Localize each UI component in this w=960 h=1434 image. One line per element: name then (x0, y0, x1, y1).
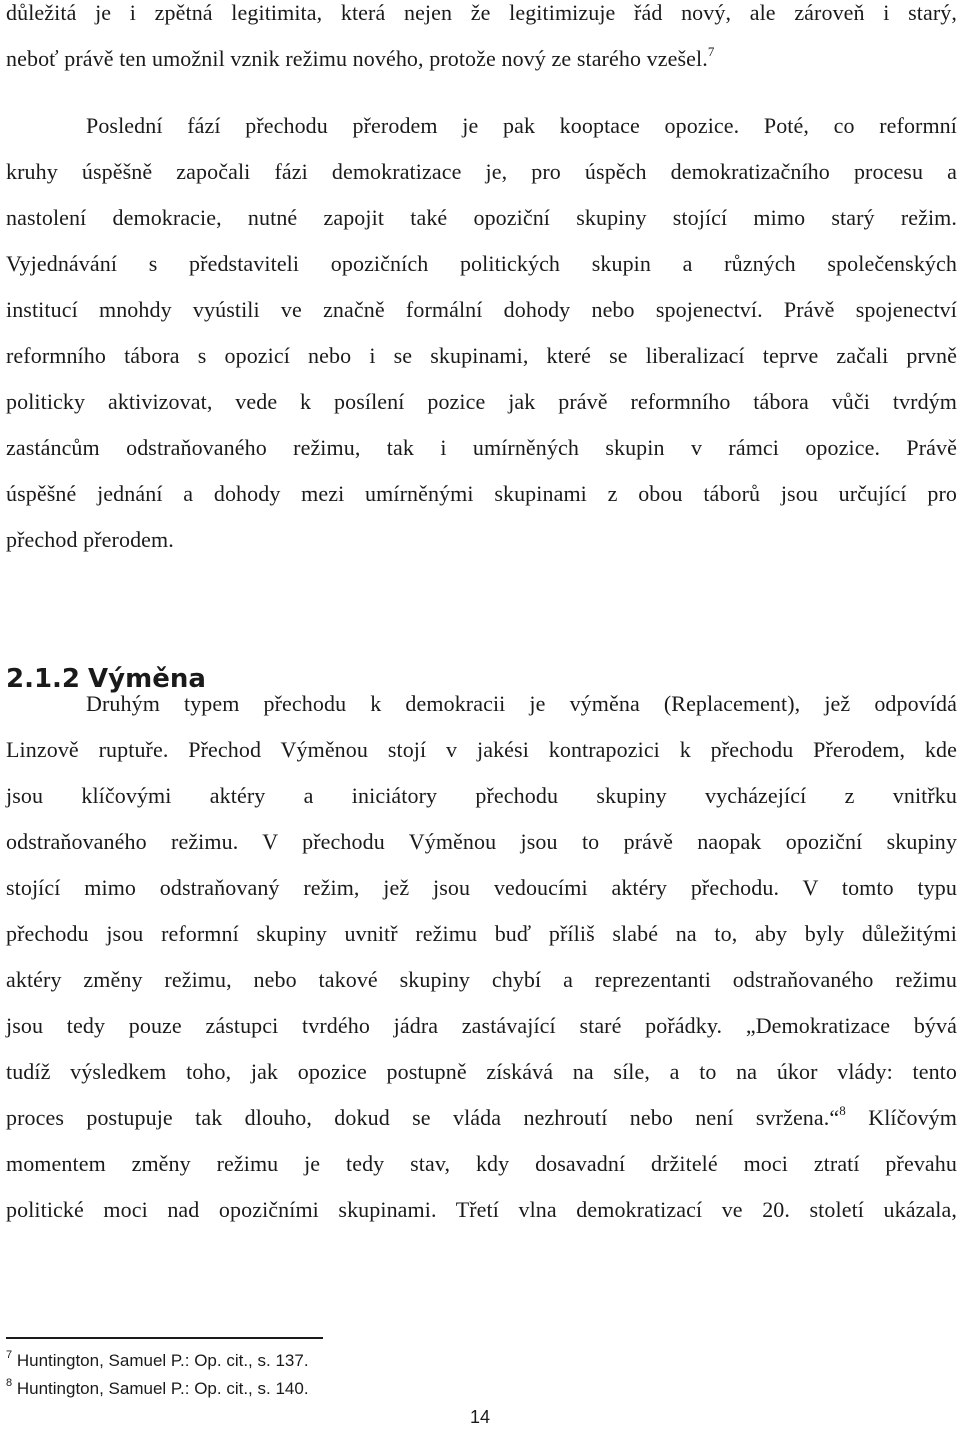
text-line (6, 1095, 957, 1141)
text-line: stojící mimo odstraňovaný režim, jež jsou vedoucími aktéry přechodu. V tomto typu (6, 875, 957, 900)
text-line: odstraňovaného režimu. V přechodu Výměnou jsou to právě naopak opoziční skupiny (6, 829, 957, 854)
text-line: úspěšné jednání a dohody mezi umírněnými skupinami z obou táborů jsou určující pro (6, 481, 957, 506)
text-line: aktéry změny režimu, nebo takové skupiny chybí a reprezentanti odstraňovaného režimu (6, 967, 957, 992)
footnote-text: Huntington, Samuel P.: Op. cit., s. 140. (16, 1379, 309, 1398)
paragraph-vymena (6, 681, 957, 1233)
text-line: politicky aktivizovat, vede k posílení pozice jak právě reformního tábora vůči tvrdým (6, 389, 957, 414)
text-line: politické moci nad opozičními skupinami. Třetí vlna demokratizací ve 20. století ukázala, (6, 1197, 957, 1222)
footnotes (6, 1347, 309, 1403)
paragraph-kooptace (6, 103, 957, 563)
text-line-content: proces postupuje tak dlouho, dokud se vláda nezhroutí nebo není svržena.“ (6, 1105, 840, 1130)
footnote-text: Huntington, Samuel P.: Op. cit., s. 137. (16, 1351, 309, 1370)
footnote-number: 8 (6, 1377, 13, 1389)
footnote-8 (6, 1375, 309, 1403)
text-line: Poslední fází přechodu přerodem je pak kooptace opozice. Poté, co reformní (86, 113, 957, 138)
text-line: Druhým typem přechodu k demokracii je výměna (Replacement), jež odpovídá (86, 691, 957, 716)
text-line: jsou tedy pouze zástupci tvrdého jádra zastávající staré pořádky. „Demokratizace bývá (6, 1013, 957, 1038)
text-line-tail: Klíčovým (868, 1105, 957, 1130)
text-line: nastolení demokracie, nutné zapojit také opoziční skupiny stojící mimo starý režim. (6, 205, 957, 230)
footnote-number: 7 (6, 1349, 13, 1361)
text-line: přechodu jsou reformní skupiny uvnitř režimu buď příliš slabé na to, aby byly důležitými (6, 921, 957, 946)
text-line: kruhy úspěšně započali fázi demokratizace je, pro úspěch demokratizačního procesu a (6, 159, 957, 184)
section-title: Výměna (88, 664, 206, 694)
paragraph-continuation (6, 0, 957, 82)
text-line: důležitá je i zpětná legitimita, která nejen že legitimizuje řád nový, ale zároveň i starý, (6, 0, 957, 25)
text-line-content: neboť právě ten umožnil vznik režimu nového, protože nový ze starého vzešel. (6, 46, 708, 71)
footnote-ref-8: 8 (839, 1103, 846, 1118)
text-line: přechod přerodem. (6, 527, 174, 552)
text-line: momentem změny režimu je tedy stav, kdy dosavadní držitelé moci ztratí převahu (6, 1151, 957, 1176)
text-line: tudíž výsledkem toho, jak opozice postupně získává na síle, a to na úkor vlády: tento (6, 1059, 957, 1084)
text-line: reformního tábora s opozicí nebo i se skupinami, které se liberalizací teprve začali prvně (6, 343, 957, 368)
footnote-separator (6, 1337, 323, 1339)
page-number: 14 (469, 1407, 491, 1427)
footnote-7 (6, 1347, 309, 1375)
section-number: 2.1.2 (6, 664, 81, 694)
footnote-ref-7: 7 (707, 44, 715, 59)
text-line (6, 36, 957, 82)
text-line: institucí mnohdy vyústili ve značně formální dohody nebo spojenectví. Právě spojenectví (6, 297, 957, 322)
text-line: jsou klíčovými aktéry a iniciátory přechodu skupiny vycházející z vnitřku (6, 783, 957, 808)
text-line: Linzově ruptuře. Přechod Výměnou stojí v jakési kontrapozici k přechodu Přerodem, kde (6, 737, 957, 762)
text-line: zastáncům odstraňovaného režimu, tak i umírněných skupin v rámci opozice. Právě (6, 435, 957, 460)
text-line: Vyjednávání s představiteli opozičních politických skupin a různých společenských (6, 251, 957, 276)
